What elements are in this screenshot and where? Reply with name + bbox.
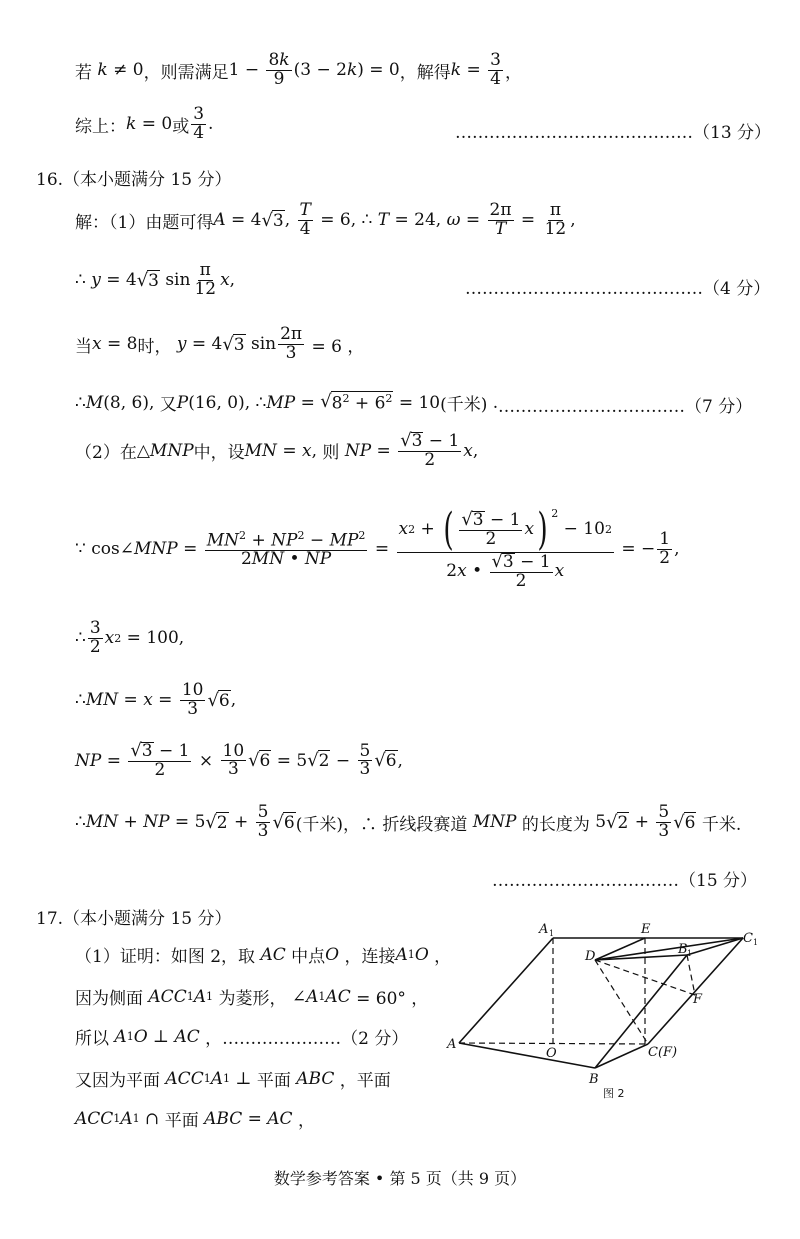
edge-a-c bbox=[459, 1043, 648, 1044]
q16-line-2: ∴ y = 4 √ 3 sin $\frac{\pi}{12}$ x , bbox=[75, 260, 236, 299]
label-f: F bbox=[693, 992, 703, 1007]
q16-line-5: （2）在 △ MNP 中，设 MN = x , 则 NP = √ 3 − 1 2 x , bbox=[75, 430, 479, 470]
svg-text:1: 1 bbox=[687, 949, 693, 958]
score-13: ……………………………………（13 分） bbox=[455, 123, 772, 143]
label-cf: C(F) bbox=[648, 1045, 678, 1060]
page-footer: 数学参考答案 • 第 5 页（共 9 页） bbox=[273, 1169, 527, 1188]
figure-2-prism bbox=[445, 920, 775, 1110]
edge-b1-f bbox=[687, 955, 695, 995]
text-line-1: 若 k ≠ 0 ，则需满足 1 − $\frac{8k}{9}$ (3 − 2 k ) = 0 ，解得 k = $\frac{3}{4}$ ， bbox=[75, 50, 522, 89]
label-c1: C bbox=[743, 931, 753, 946]
q17-line-2: 因为侧面 ACC 1 A 1 为菱形， ∠ A 1 AC = 60° ， bbox=[75, 986, 429, 1009]
label-d: D bbox=[585, 949, 596, 964]
q16-line-10: ∴ MN + NP = 5 √ 2 + $\frac{5}{3}$ √ 6 (千米) ，∴ 折线段赛道 MNP 的长度为 5 √ 2 + $\frac{5}{3}$ √ 6 千米. bbox=[75, 802, 742, 841]
q17-line-4: 又因为平面 ACC 1 A 1 ⊥ 平面 ABC ，平面 bbox=[75, 1068, 391, 1091]
svg-text:1: 1 bbox=[753, 938, 759, 947]
label-b1: B bbox=[678, 942, 688, 957]
text-line-2: 综上： k = 0 或 $\frac{3}{4}$ . bbox=[75, 104, 214, 143]
svg-text:1: 1 bbox=[549, 929, 555, 938]
edge-c-c1 bbox=[648, 938, 743, 1044]
q16-line-4: ∴ M (8, 6), 又 P (16, 0), ∴ MP = √ $8^2 + 6^2$ = 10 (千米) . bbox=[75, 391, 499, 415]
label-b: B bbox=[589, 1072, 599, 1087]
q16-line-1: 解：（1）由题可得 A = 4 √ 3 , $\frac{T}{4}$ = 6, ∴ T = 24, ω = $\frac{2\pi}{T}$ = $\frac{\pi}{12}$ , bbox=[75, 200, 576, 239]
q16-line-3: 当 x = 8 时， y = 4 √ 3 sin $\frac{2\pi}{3}$ = 6 ， bbox=[75, 324, 365, 363]
q16-line-7: ∴ $\frac{3}{2}$ x 2 = 100, bbox=[75, 618, 185, 657]
q17-line-3: 所以 A 1 O ⊥ AC ， …………………（2 分） bbox=[75, 1024, 408, 1049]
q16-line-6: ∵ cos∠ MNP = $\frac{MN^2 + NP^2 - MP^2}{2MN • NP}$ = x 2 + ( √ 3 − 1 2 x ) $^2$ − 10 2 2 x • √ 3 − 1 2 x = − $\frac{1}{2}$ , bbox=[75, 504, 680, 591]
q16-line-9: NP = √ 3 − 1 2 × $\frac{10}{3}$ √ 6 = 5 √ 2 − $\frac{5}{3}$ √ 6 , bbox=[75, 740, 403, 780]
label-o: O bbox=[546, 1046, 557, 1061]
label-e: E bbox=[641, 922, 651, 937]
q16-line-8: ∴ MN = x = $\frac{10}{3}$ √ 6 , bbox=[75, 680, 237, 719]
label-a1: A bbox=[539, 922, 549, 937]
score-2: …………………（2 分） bbox=[222, 1029, 409, 1049]
q17-title: 17.（本小题满分 15 分） bbox=[36, 909, 232, 929]
q16-title: 16.（本小题满分 15 分） bbox=[36, 170, 232, 190]
q17-line-1: （1）证明：如图 2，取 AC 中点 O ，连接 A 1 O ， bbox=[75, 944, 452, 967]
edge-b-c bbox=[595, 1044, 648, 1068]
score-4: ……………………………………（4 分） bbox=[465, 279, 771, 299]
q17-line-5: ACC 1 A 1 ∩ 平面 ABC = AC ， bbox=[75, 1108, 315, 1131]
edge-a1-a bbox=[459, 938, 553, 1043]
edge-d-c bbox=[595, 960, 648, 1044]
score-7: ……………………………（7 分） bbox=[498, 397, 753, 417]
score-15: ……………………………（15 分） bbox=[492, 871, 758, 891]
label-a: A bbox=[447, 1037, 457, 1052]
edge-a-b bbox=[459, 1043, 595, 1068]
figure-caption: 图 2 bbox=[603, 1087, 625, 1100]
